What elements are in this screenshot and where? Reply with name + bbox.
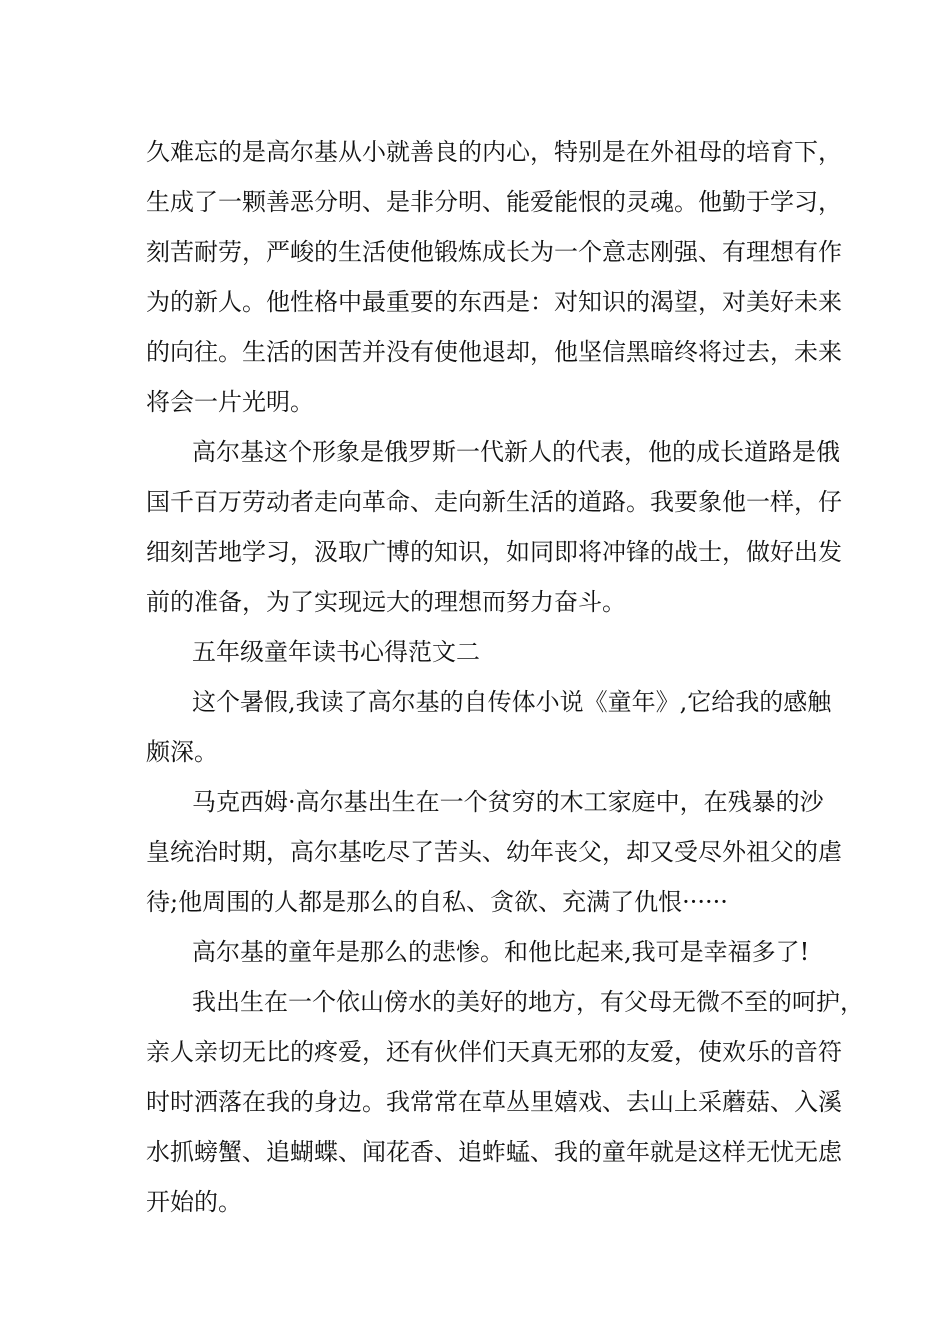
document-body (146, 127, 864, 1227)
text-line: 刻苦耐劳，严峻的生活使他锻炼成长为一个意志刚强、有理想有作 (146, 238, 842, 266)
text-line: 五年级童年读书心得范文二 (192, 638, 480, 666)
text-line: 的向往。生活的困苦并没有使他退却，他坚信黑暗终将过去，未来 (146, 338, 842, 366)
text-line: 久难忘的是高尔基从小就善良的内心，特别是在外祖母的培育下， (146, 138, 842, 166)
text-line: 水抓螃蟹、追蝴蝶、闻花香、追蚱蜢、我的童年就是这样无忧无虑 (146, 1138, 842, 1166)
text-line: 前的准备，为了实现远大的理想而努力奋斗。 (146, 588, 626, 616)
text-line: 亲人亲切无比的疼爱，还有伙伴们天真无邪的友爱，使欢乐的音符 (146, 1038, 842, 1066)
text-line: 马克西姆·高尔基出生在一个贫穷的木工家庭中，在残暴的沙 (192, 788, 824, 816)
text-line: 我出生在一个依山傍水的美好的地方，有父母无微不至的呵护， (192, 988, 864, 1016)
text-line: 这个暑假,我读了高尔基的自传体小说《童年》,它给我的感触 (192, 688, 832, 716)
text-line: 为的新人。他性格中最重要的东西是：对知识的渴望，对美好未来 (146, 288, 842, 316)
text-line: 颇深。 (146, 738, 218, 766)
text-line: 待;他周围的人都是那么的自私、贪欲、充满了仇恨······ (146, 888, 728, 916)
text-line: 开始的。 (146, 1188, 242, 1216)
text-line: 高尔基这个形象是俄罗斯一代新人的代表，他的成长道路是俄 (192, 438, 840, 466)
text-line: 将会一片光明。 (146, 388, 314, 416)
text-line: 高尔基的童年是那么的悲惨。和他比起来,我可是幸福多了! (192, 938, 810, 966)
text-line: 生成了一颗善恶分明、是非分明、能爱能恨的灵魂。他勤于学习， (146, 188, 842, 216)
text-line: 皇统治时期，高尔基吃尽了苦头、幼年丧父，却又受尽外祖父的虐 (146, 838, 842, 866)
text-line: 国千百万劳动者走向革命、走向新生活的道路。我要象他一样，仔 (146, 488, 842, 516)
text-line: 细刻苦地学习，汲取广博的知识，如同即将冲锋的战士，做好出发 (146, 538, 842, 566)
text-line: 时时洒落在我的身边。我常常在草丛里嬉戏、去山上采蘑菇、入溪 (146, 1088, 842, 1116)
